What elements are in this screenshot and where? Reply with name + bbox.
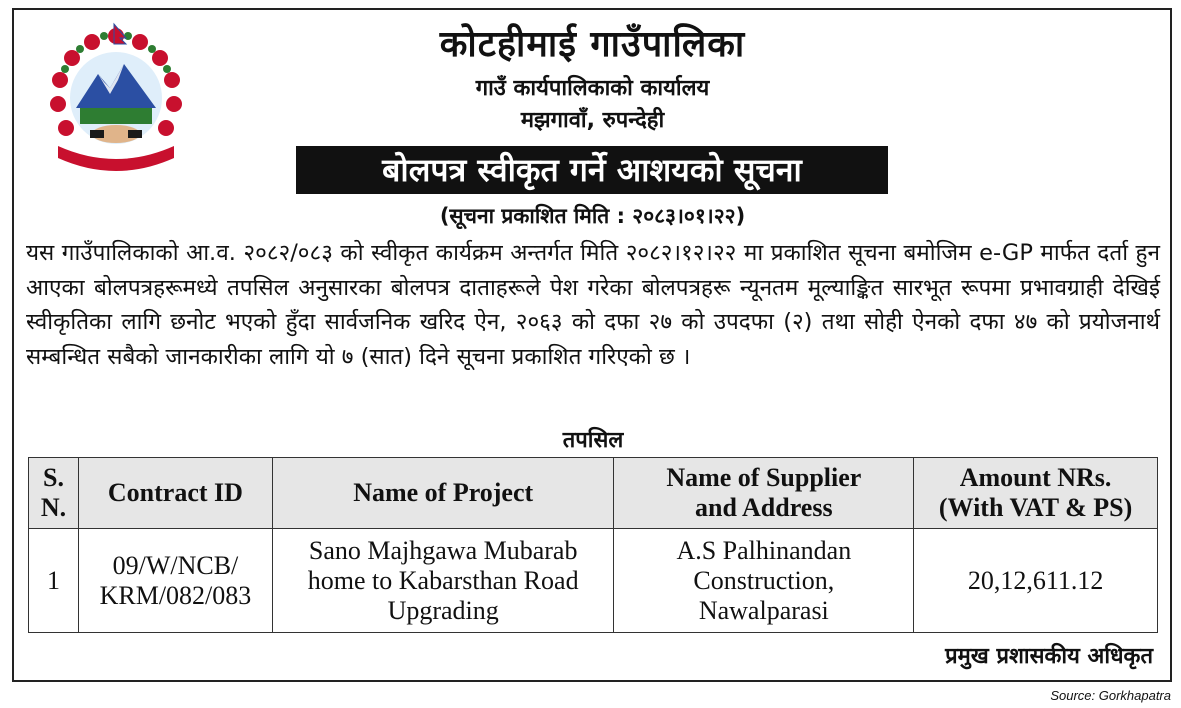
municipality-name: कोटहीमाई गाउँपालिका (439, 24, 746, 65)
source-credit: Source: Gorkhapatra (1050, 688, 1171, 703)
cell-contract-id: 09/W/NCB/ KRM/082/083 (78, 529, 272, 633)
header-supplier: Name of Supplier and Address (614, 458, 914, 529)
header-contract-id: Contract ID (78, 458, 272, 529)
header-amount: Amount NRs. (With VAT & PS) (914, 458, 1158, 529)
publish-date: (सूचना प्रकाशित मिति : २०८३।०१।२२) (439, 204, 746, 228)
schedule-heading: तपसिल (562, 428, 624, 453)
table-header-row (29, 458, 1158, 529)
office-name: गाउँ कार्यपालिकाको कार्यालय (475, 76, 710, 101)
table-row (29, 529, 1158, 633)
notice-title: बोलपत्र स्वीकृत गर्ने आशयको सूचना (296, 146, 888, 194)
cell-sn: 1 (29, 529, 79, 633)
signatory-title: प्रमुख प्रशासकीय अधिकृत (945, 644, 1153, 669)
notice-paragraph: यस गाउँपालिकाको आ.व. २०८२/०८३ को स्वीकृत कार्यक्रम अन्तर्गत मिति २०८२।१२।२२ मा प्रकाशित सूचना बमोजिम e-GP मार्फत दर्ता हुन आएका बोलपत्रहरूमध्ये तपसिल अनुसारका बोलपत्र दाताहरूले पेश गरेका बोलपत्रहरू न्यूनतम मूल्याङ्कित सारभूत रूपमा प्रभावग्राही देखिई स्वीकृतिका लागि छनोट भएको हुँदा सार्वजनिक खरिद ऐन, २०६३ को दफा २७ को उपदफा (२) तथा सोही ऐनको दफा ४७ को प्रयोजनार्थ सम्बन्धित सबैको जानकारीका लागि यो ७ (सात) दिने सूचना प्रकाशित गरिएको छ । (26, 240, 1160, 370)
cell-amount: 20,12,611.12 (914, 529, 1158, 633)
cell-supplier: A.S Palhinandan Construction, Nawalparasi (614, 529, 914, 633)
office-location: मझगावाँ, रुपन्देही (520, 108, 665, 133)
nepal-government-emblem-icon (36, 22, 196, 180)
header-project: Name of Project (272, 458, 614, 529)
cell-project: Sano Majhgawa Mubarab home to Kabarsthan Road Upgrading (272, 529, 614, 633)
header-sn: S. N. (29, 458, 79, 529)
contract-table (28, 457, 1158, 633)
